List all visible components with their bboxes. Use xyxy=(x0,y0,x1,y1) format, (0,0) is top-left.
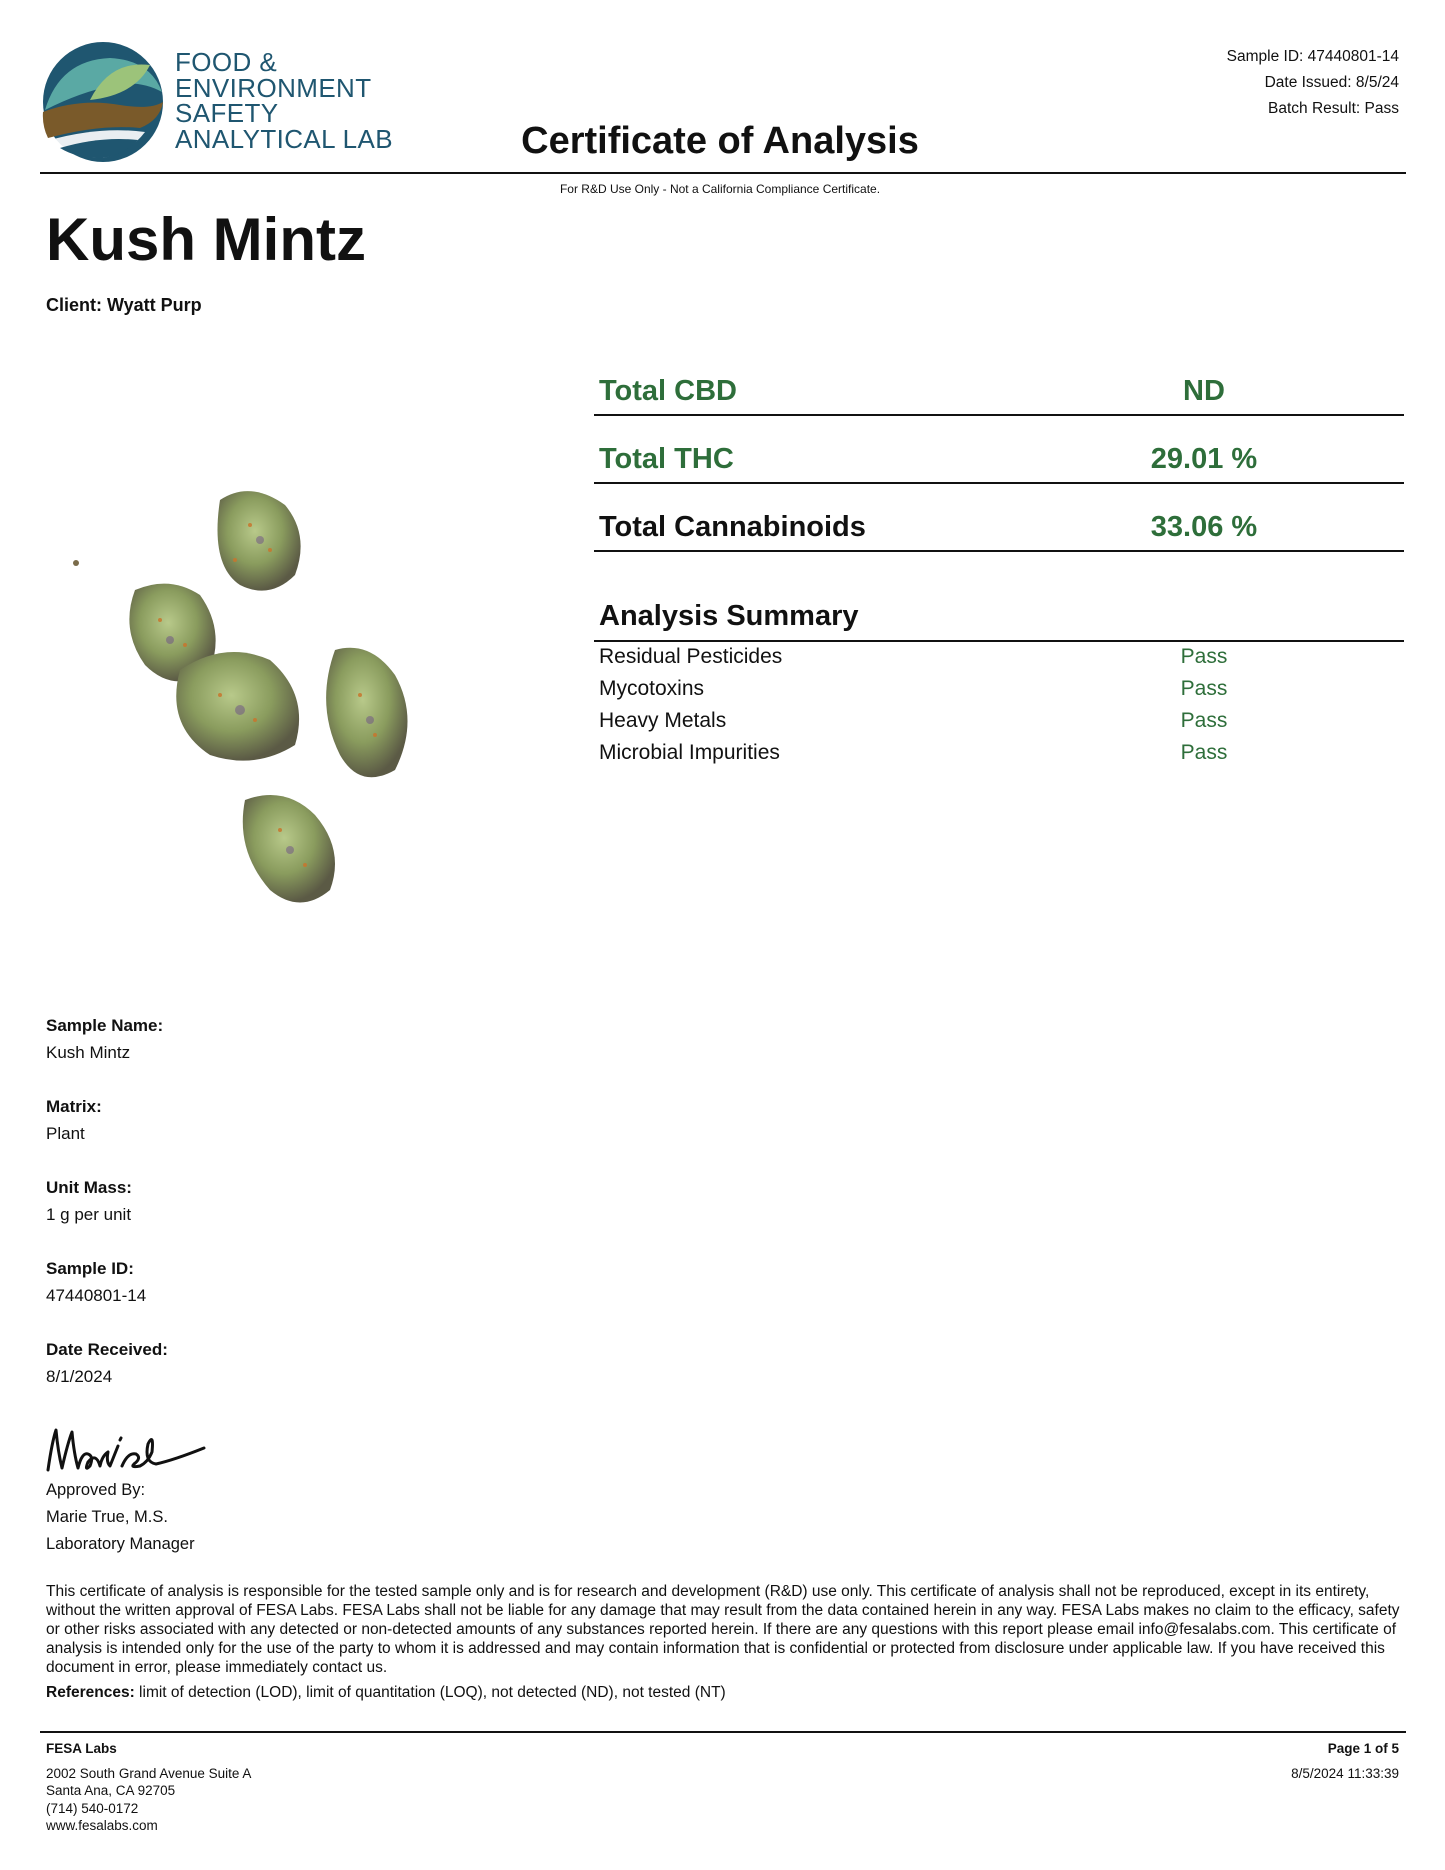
detail-unit-mass xyxy=(46,1178,132,1225)
header-meta xyxy=(1227,44,1399,122)
analysis-row xyxy=(599,645,1404,677)
approver-name: Marie True, M.S. xyxy=(46,1508,168,1526)
analysis-row xyxy=(599,709,1404,741)
footer-address-line1: 2002 South Grand Avenue Suite A xyxy=(46,1765,252,1781)
signature xyxy=(44,1422,214,1477)
logo-line: SAFETY xyxy=(175,98,279,128)
detail-matrix xyxy=(46,1097,102,1144)
detail-value: 8/1/2024 xyxy=(46,1367,113,1386)
detail-label: Unit Mass: xyxy=(46,1178,132,1197)
header-divider xyxy=(40,172,1406,174)
footer-website: www.fesalabs.com xyxy=(46,1818,158,1833)
total-thc-value: 29.01 % xyxy=(1150,443,1258,475)
footer-timestamp: 8/5/2024 11:33:39 xyxy=(1291,1765,1399,1781)
detail-value: Plant xyxy=(46,1124,85,1143)
analysis-name: Residual Pesticides xyxy=(599,645,783,668)
header-date-issued: Date Issued: 8/5/24 xyxy=(1264,74,1399,91)
analysis-result: Pass xyxy=(1180,645,1228,668)
total-thc-row xyxy=(594,416,1404,484)
footer-divider xyxy=(40,1731,1406,1733)
detail-value: Kush Mintz xyxy=(46,1043,131,1062)
analysis-result: Pass xyxy=(1180,741,1228,764)
total-thc-label: Total THC xyxy=(599,443,734,475)
analysis-row xyxy=(599,741,1404,773)
total-cbd-label: Total CBD xyxy=(599,375,738,407)
approval-block xyxy=(46,1477,195,1558)
references-text: limit of detection (LOD), limit of quantitation (LOQ), not detected (ND), not tested (NT) xyxy=(134,1684,726,1701)
footer-company: FESA Labs xyxy=(46,1741,117,1756)
detail-label: Matrix: xyxy=(46,1097,102,1116)
header-sample-id: Sample ID: 47440801-14 xyxy=(1226,48,1399,65)
logo-wordmark xyxy=(175,47,394,154)
analysis-result: Pass xyxy=(1180,709,1228,732)
logo-line: ENVIRONMENT xyxy=(175,72,372,103)
rnd-notice: For R&D Use Only - Not a California Compliance Certificate. xyxy=(559,182,881,196)
total-cbd-value: ND xyxy=(1183,375,1225,407)
cannabis-bud-image xyxy=(60,480,440,960)
detail-label: Date Received: xyxy=(46,1340,168,1359)
logo-line: ANALYTICAL LAB xyxy=(175,123,394,154)
footer-address-line2: Santa Ana, CA 92705 xyxy=(46,1783,176,1798)
analysis-name: Mycotoxins xyxy=(599,677,705,700)
detail-label: Sample Name: xyxy=(46,1016,164,1035)
total-cannabinoids-label: Total Cannabinoids xyxy=(599,511,866,543)
detail-label: Sample ID: xyxy=(46,1259,134,1278)
disclaimer-text: This certificate of analysis is responsible for the tested sample only and is for research and development (R&D) use only. This certificate of analysis shall not be reproduced, except in its entirety, without the written approval of FESA Labs. FESA Labs shall not be liable for any damage that may result from the data contained herein in any way. FESA Labs makes no claim to the efficacy, safety or other risks associated with any detected or non-detected amounts of any substances reported herein. If there are any questions with this report please email info@fesalabs.com. This certificate of analysis is intended only for the use of the party to whom it is addressed and may contain information that is confidential or protected from disclosure under applicable law. If you have received this document in error, please immediately contact us. xyxy=(46,1583,1400,1676)
analysis-name: Microbial Impurities xyxy=(599,741,780,764)
detail-value: 47440801-14 xyxy=(46,1286,147,1305)
total-cannabinoids-value: 33.06 % xyxy=(1150,511,1258,543)
logo-line: FOOD & xyxy=(175,47,278,77)
header-batch-result: Batch Result: Pass xyxy=(1268,100,1399,117)
analysis-name: Heavy Metals xyxy=(599,709,727,732)
product-name: Kush Mintz xyxy=(46,206,366,273)
approved-by-label: Approved By: xyxy=(46,1481,146,1499)
client-name: Client: Wyatt Purp xyxy=(46,295,202,315)
total-cbd-row xyxy=(594,348,1404,416)
page-number: Page 1 of 5 xyxy=(1327,1741,1399,1756)
detail-date-received xyxy=(46,1340,168,1387)
analysis-summary-title: Analysis Summary xyxy=(599,600,859,632)
footer-page-info xyxy=(1291,1740,1399,1782)
analysis-row xyxy=(599,677,1404,709)
product-photo xyxy=(60,480,440,960)
analysis-summary-divider xyxy=(594,640,1404,642)
references xyxy=(46,1684,726,1702)
lab-logo-icon xyxy=(40,40,170,165)
detail-sample-name xyxy=(46,1016,163,1063)
total-cannabinoids-row xyxy=(594,484,1404,552)
approver-title: Laboratory Manager xyxy=(46,1535,195,1553)
references-label: References: xyxy=(46,1684,135,1701)
document-title: Certificate of Analysis xyxy=(521,120,919,162)
footer-address xyxy=(46,1740,251,1835)
detail-value: 1 g per unit xyxy=(46,1205,132,1224)
footer-phone: (714) 540-0172 xyxy=(46,1800,139,1816)
signature-image xyxy=(44,1422,214,1477)
analysis-result: Pass xyxy=(1180,677,1228,700)
detail-sample-id xyxy=(46,1259,146,1306)
